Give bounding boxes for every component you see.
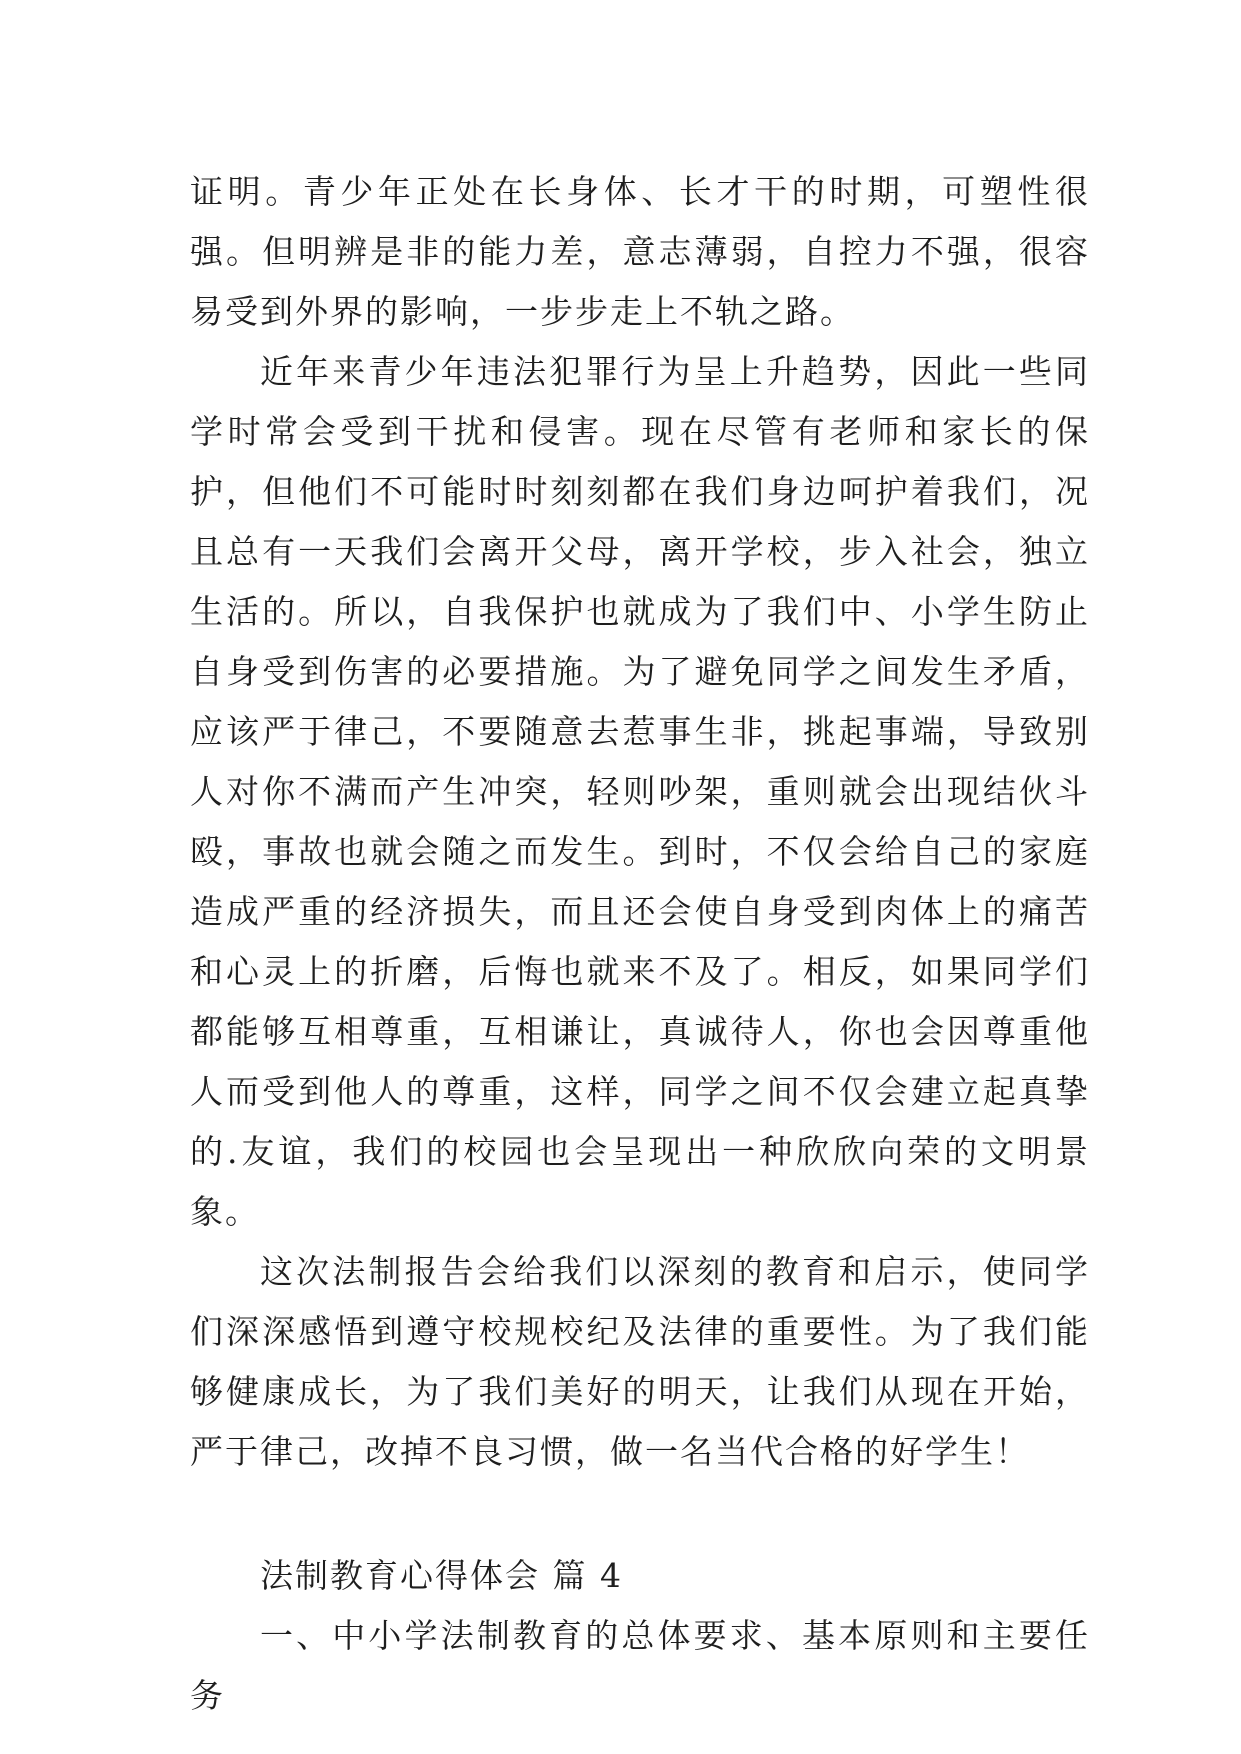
document-body	[190, 162, 1090, 1726]
paragraph-1: 证明。青少年正处在长身体、长才干的时期，可塑性很强。但明辨是非的能力差，意志薄弱，自控力不强，很容易受到外界的影响，一步步走上不轨之路。	[190, 172, 1090, 331]
paragraph-3: 这次法制报告会给我们以深刻的教育和启示，使同学们深深感悟到遵守校规校纪及法律的重要性。为了我们能够健康成长，为了我们美好的明天，让我们从现在开始，严于律己，改掉不良习惯，做一名当代合格的好学生！	[190, 1252, 1090, 1471]
section-subtitle: 一、中小学法制教育的总体要求、基本原则和主要任务	[190, 1616, 1090, 1715]
paragraph-2: 近年来青少年违法犯罪行为呈上升趋势，因此一些同学时常会受到干扰和侵害。现在尽管有老师和家长的保护，但他们不可能时时刻刻都在我们身边呵护着我们，况且总有一天我们会离开父母，离开学校，步入社会，独立生活的。所以，自我保护也就成为了我们中、小学生防止自身受到伤害的必要措施。为了避免同学之间发生矛盾，应该严于律己，不要随意去惹事生非，挑起事端，导致别人对你不满而产生冲突，轻则吵架，重则就会出现结伙斗殴，事故也就会随之而发生。到时，不仅会给自己的家庭造成严重的经济损失，而且还会使自身受到肉体上的痛苦和心灵上的折磨，后悔也就来不及了。相反，如果同学们都能够互相尊重，互相谦让，真诚待人，你也会因尊重他人而受到他人的尊重，这样，同学之间不仅会建立起真挚的.友谊，我们的校园也会呈现出一种欣欣向荣的文明景象。	[190, 352, 1090, 1231]
section-spacer	[190, 1482, 1090, 1546]
section-title: 法制教育心得体会 篇 4	[260, 1556, 623, 1595]
